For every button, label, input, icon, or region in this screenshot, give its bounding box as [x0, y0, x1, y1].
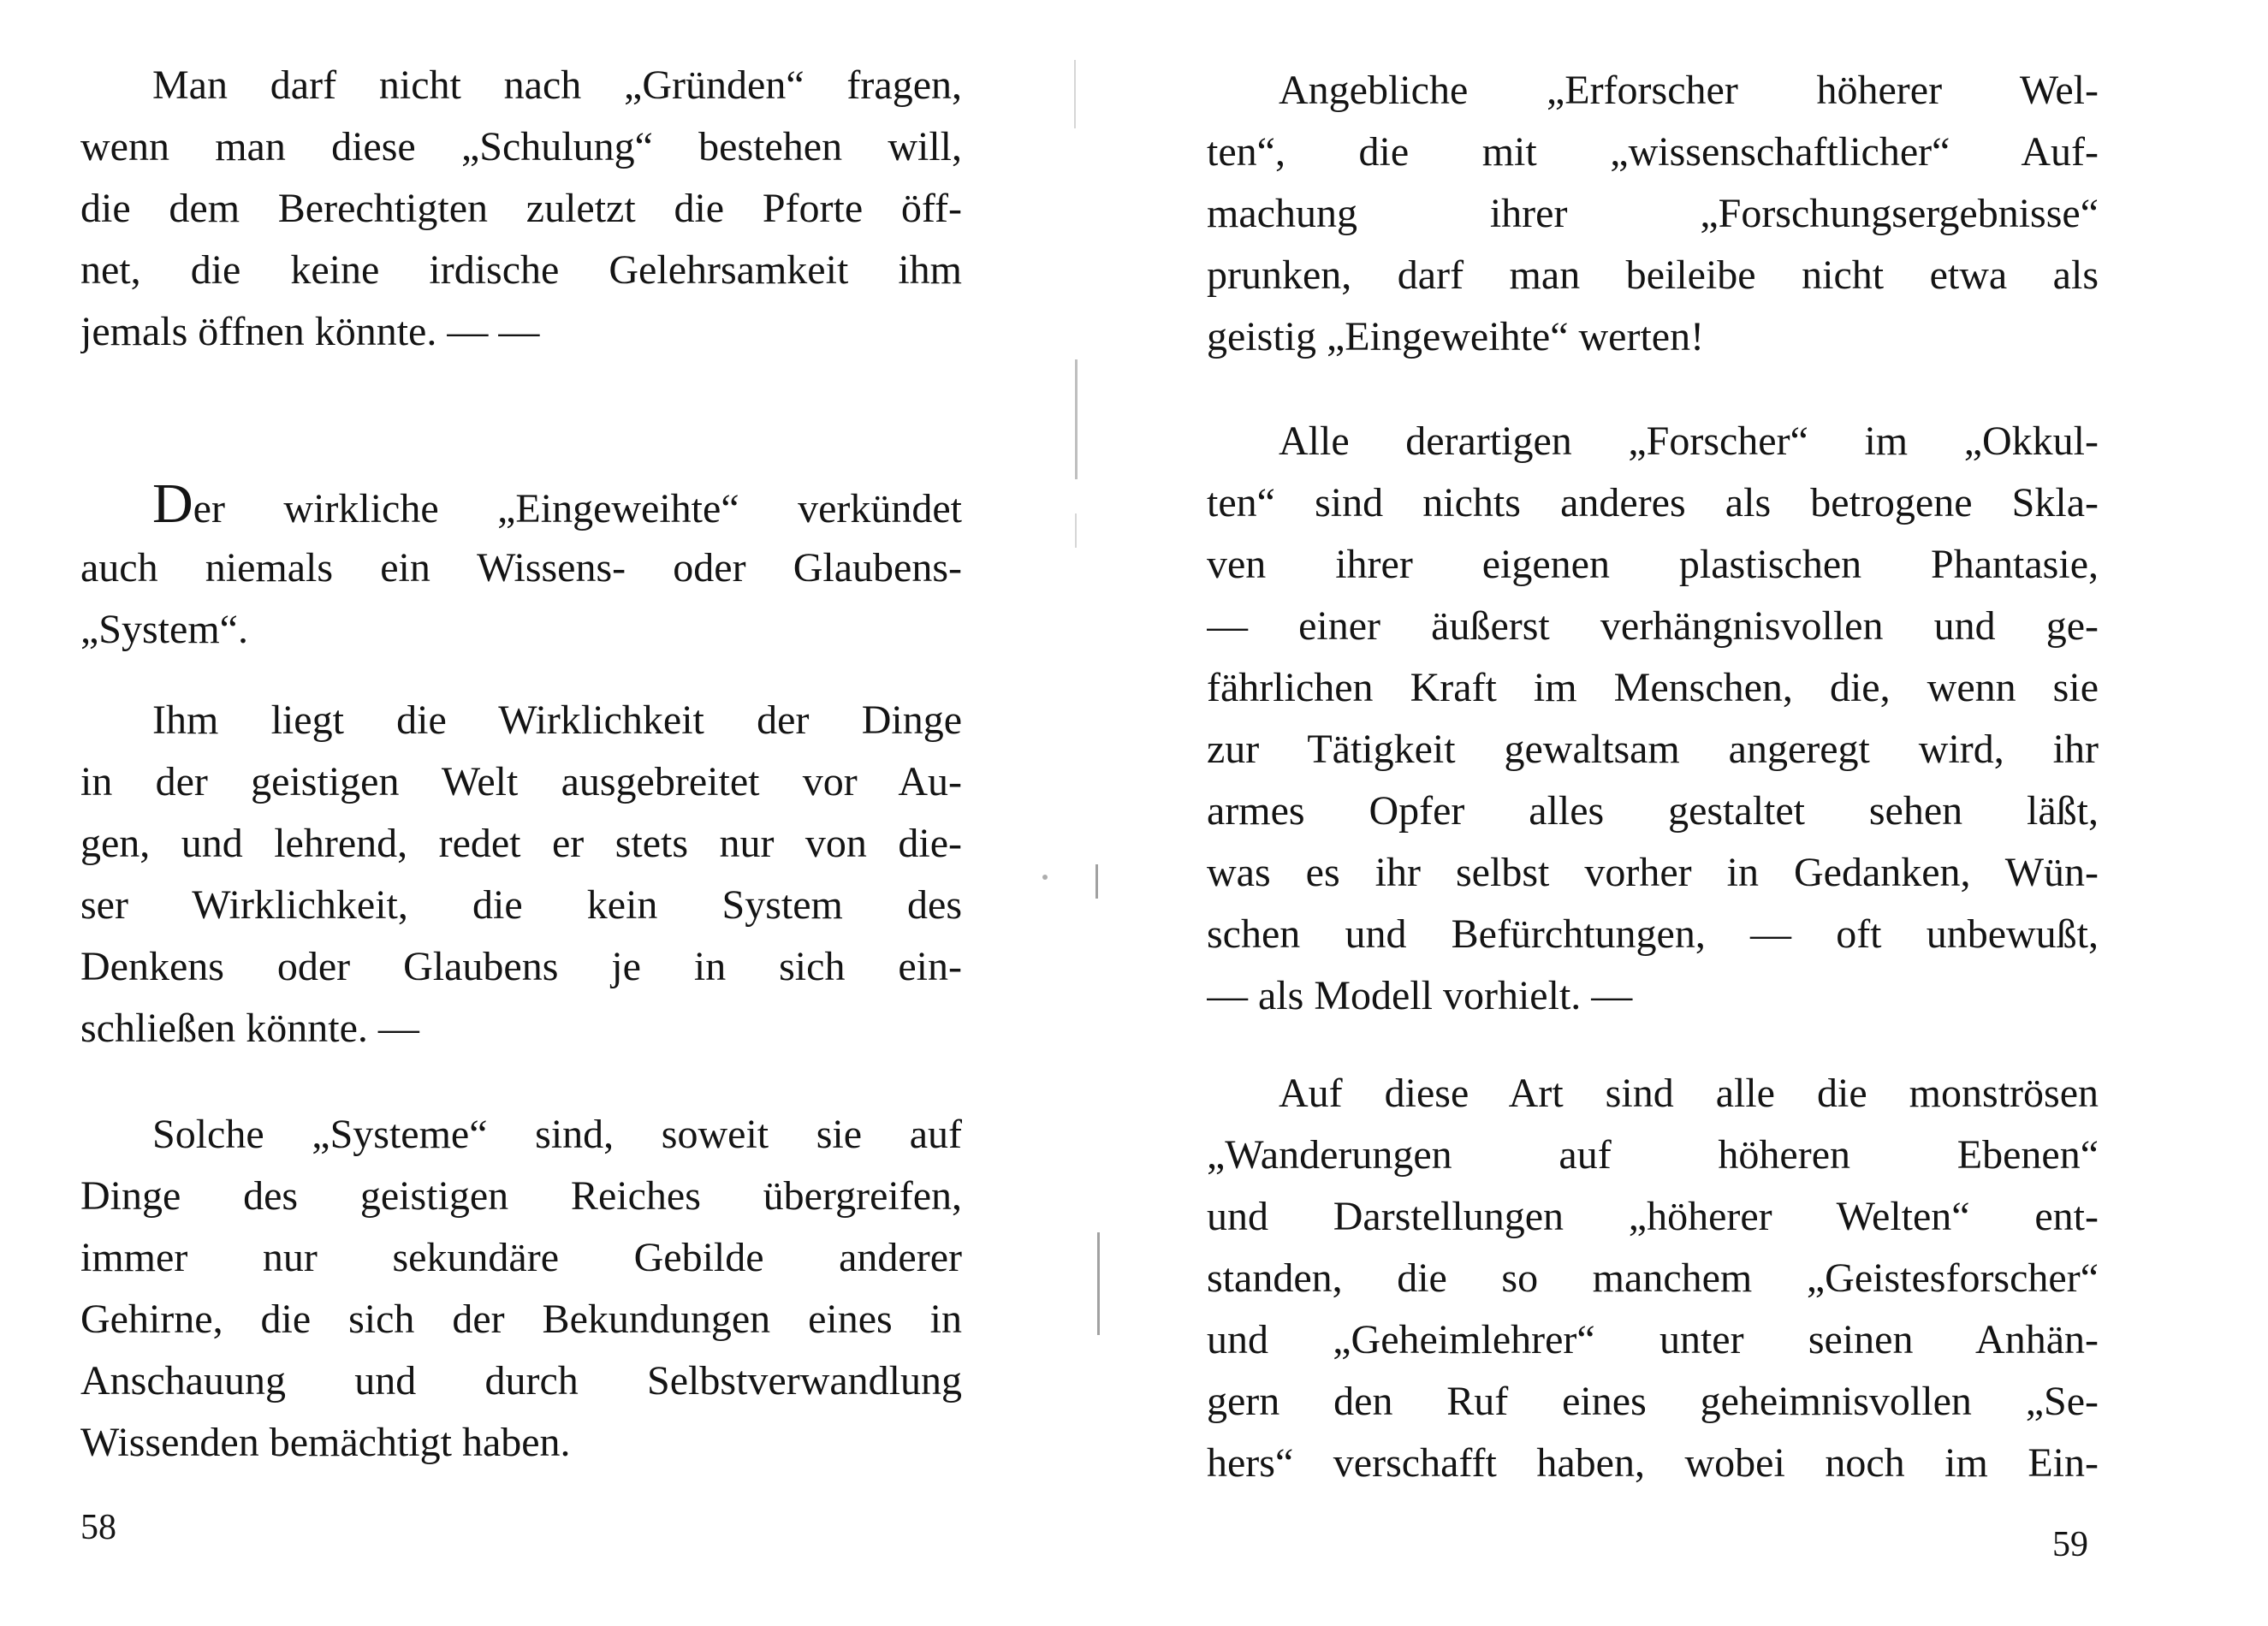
text-line: Angebliche „Erforscher höherer Wel- [1279, 68, 2099, 113]
text-line: schließen könnte. — [80, 1006, 419, 1051]
text-line: ten“, die mit „wissenschaftlicher“ Auf- [1207, 129, 2099, 175]
text-line: schen und Befürchtungen, — oft unbewußt, [1207, 911, 2099, 957]
text-line: was es ihr selbst vorher in Gedanken, Wün- [1207, 850, 2099, 895]
text-line: fährlichen Kraft im Menschen, die, wenn sie [1207, 665, 2099, 710]
text-line: ser Wirklichkeit, die kein System des [80, 882, 962, 928]
text-line: standen, die so manchem „Geistesforscher“ [1207, 1255, 2099, 1301]
text-line: ven ihrer eigenen plastischen Phantasie, [1207, 542, 2099, 587]
text-line: zur Tätigkeit gewaltsam angeregt wird, ihr [1207, 727, 2099, 772]
text-line: geistig „Eingeweihte“ werten! [1207, 314, 1705, 359]
text-line: „System“. [80, 607, 248, 652]
text-line: Dinge des geistigen Reiches übergreifen, [80, 1173, 962, 1219]
text-line: machung ihrer „Forschungsergebnisse“ [1207, 191, 2099, 236]
text-line: in der geistigen Welt ausgebreitet vor Au- [80, 759, 962, 804]
text-line: prunken, darf man beileibe nicht etwa als [1207, 252, 2099, 298]
text-line: — als Modell vorhielt. — [1207, 973, 1633, 1018]
text-line: net, die keine irdische Gelehrsamkeit ihm [80, 247, 962, 293]
text-line: Ihm liegt die Wirklichkeit der Dinge [152, 697, 962, 743]
text-line: armes Opfer alles gestaltet sehen läßt, [1207, 788, 2099, 834]
text-line: Anschauung und durch Selbstverwandlung [80, 1358, 962, 1403]
text-line: Wissenden bemächtigt haben. [80, 1420, 571, 1465]
text-line: Solche „Systeme“ sind, soweit sie auf [152, 1112, 962, 1157]
text-line: „Wanderungen auf höheren Ebenen“ [1207, 1132, 2099, 1178]
gutter-mark [1075, 513, 1077, 548]
text-line: und „Geheimlehrer“ unter seinen Anhän- [1207, 1317, 2099, 1362]
text-line: Denkens oder Glaubens je in sich ein- [80, 944, 962, 989]
text-line: ten“ sind nichts anderes als betrogene Skla- [1207, 480, 2099, 525]
text-line: Man darf nicht nach „Gründen“ fragen, [152, 62, 962, 108]
text-line: jemals öffnen könnte. — — [80, 309, 540, 354]
text-line: Gehirne, die sich der Bekundungen eines in [80, 1297, 962, 1342]
text-line: Auf diese Art sind alle die monströsen [1279, 1071, 2099, 1116]
text-line: wenn man diese „Schulung“ bestehen will, [80, 124, 962, 169]
gutter-mark [1075, 359, 1078, 479]
gutter-mark [1097, 1232, 1100, 1335]
gutter-mark [1074, 60, 1076, 128]
text-line: die dem Berechtigten zuletzt die Pforte öff- [80, 186, 962, 231]
text-line: auch niemals ein Wissens- oder Glaubens- [80, 545, 962, 590]
text-line: immer nur sekundäre Gebilde anderer [80, 1235, 962, 1280]
text-line [80, 474, 962, 534]
text-line: und Darstellungen „höherer Welten“ ent- [1207, 1194, 2099, 1239]
drop-cap: D [152, 474, 193, 534]
text-line: Alle derartigen „Forscher“ im „Okkul- [1279, 418, 2099, 464]
text-line: — einer äußerst verhängnisvollen und ge- [1207, 603, 2099, 649]
page-number: 59 [2052, 1525, 2088, 1564]
gutter-mark [1095, 864, 1098, 899]
text-line: hers“ verschafft haben, wobei noch im Ein- [1207, 1440, 2099, 1486]
text-line-body: er wirkliche „Eingeweihte“ verkündet [193, 486, 962, 531]
text-line: gen, und lehrend, redet er stets nur von die- [80, 821, 962, 866]
page-number: 58 [80, 1508, 116, 1547]
text-line: gern den Ruf eines geheimnisvollen „Se- [1207, 1379, 2099, 1424]
gutter-mark [1042, 875, 1048, 880]
